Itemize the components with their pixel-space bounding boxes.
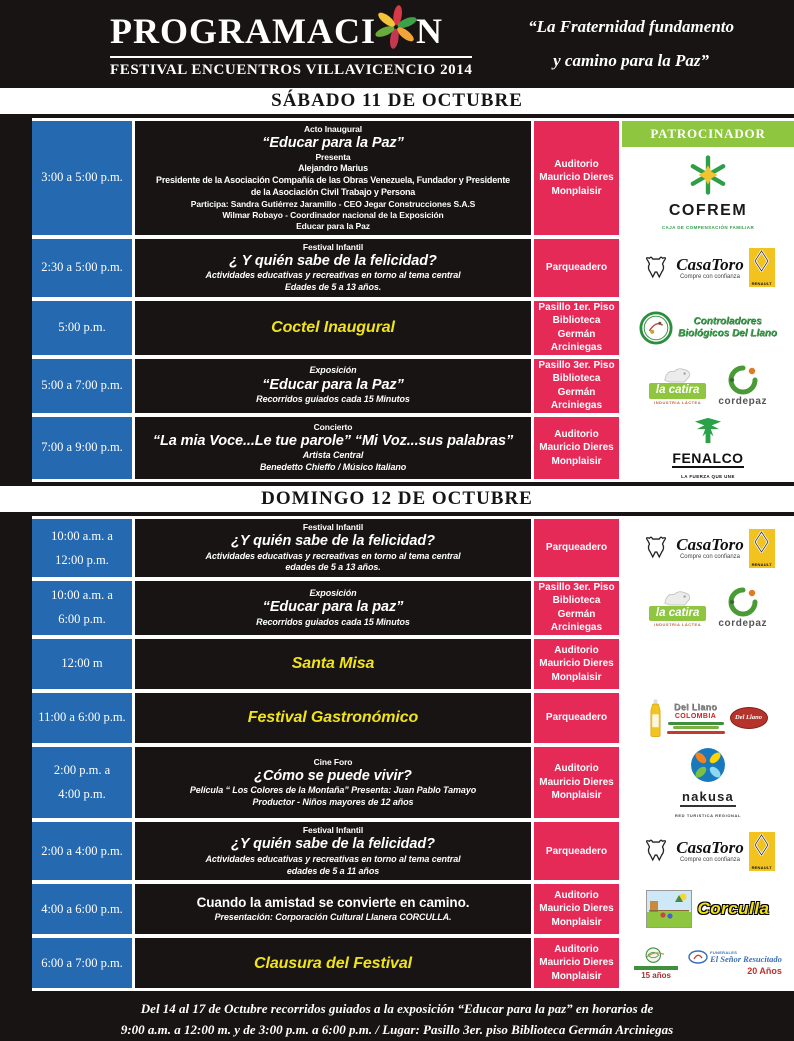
location-text: Arciniegas [550, 622, 603, 634]
event-text: Actividades educativas y recreativas en torno al tema central [205, 270, 461, 281]
cordepaz-wordmark: cordepaz [718, 395, 768, 407]
time-text: 11:00 a 6:00 p.m. [38, 710, 126, 725]
time-cell [32, 301, 132, 355]
poster-footer [0, 991, 794, 1041]
location-text: Monplaisir [551, 790, 602, 802]
time-text: 2:30 a 5:00 p.m. [41, 260, 123, 275]
time-text: 2:00 p.m. a [53, 763, 111, 778]
la-catira-tagline: INDUSTRIA LÁCTEA [654, 399, 702, 405]
renault-diamond-icon [754, 250, 769, 272]
patrocinador-header: PATROCINADOR [622, 121, 794, 147]
time-text: 12:00 p.m. [55, 552, 109, 567]
event-text: Benedetto Chieffo / Músico Italiano [259, 462, 407, 473]
event-text: Participa: Sandra Gutiérrez Jaramillo - CEO Jegar Construcciones S.A.S [190, 198, 476, 209]
location-text: Auditorio [554, 763, 599, 775]
event-cell [135, 581, 531, 635]
location-cell [534, 581, 619, 635]
event-text: Película “ Los Colores de la Montaña” Presenta: Juan Pablo Tamayo [189, 785, 477, 796]
event-text: Recorridos guiados cada 15 Minutos [256, 616, 410, 627]
decorative-text-bar [668, 722, 724, 725]
title-underline [110, 56, 472, 58]
location-text: Monplaisir [551, 185, 602, 197]
title-text-left: PROGRAMACI [110, 11, 376, 51]
location-text: Auditorio [554, 428, 599, 440]
event-text: Edades de 5 a 13 años. [284, 281, 382, 292]
cofrem-snowflake-icon [687, 154, 729, 196]
event-text: Recorridos guiados cada 15 Minutos [256, 394, 410, 405]
decorative-green-bar [634, 966, 678, 970]
time-cell [32, 121, 132, 235]
schedule-row [32, 301, 794, 355]
time-cell [32, 747, 132, 819]
nakusa-logo [675, 747, 741, 819]
controladores-biologicos-logo [639, 311, 777, 345]
sponsor-logo-area [622, 417, 794, 480]
event-cell [135, 359, 531, 413]
renault-diamond-icon [754, 834, 769, 856]
footer-note-line-2: 9:00 a.m. a 12:00 m. y de 3:00 p.m. a 6:00 p.m. / Lugar: Pasillo 3er. piso Biblioteca Germán Arciniegas [120, 1022, 674, 1038]
poster-header [0, 0, 794, 84]
event-text: Santa Misa [291, 655, 375, 673]
programacion-title [110, 9, 472, 53]
event-text: Festival Infantil [302, 241, 364, 252]
event-cell [135, 747, 531, 819]
sponsor-cell [622, 693, 794, 743]
renault-logo [749, 832, 775, 871]
quote-line-2: y camino para la Paz” [553, 51, 709, 70]
del-llano-wordmark: Del Llano [673, 701, 718, 712]
fenalco-tagline: LA FUERZA QUE UNE [681, 474, 735, 480]
footer-note-line-1: Del 14 al 17 de Octubre recorridos guiados a la exposición “Educar para la paz” en horarios de [140, 1001, 654, 1017]
nakusa-wordmark: nakusa [680, 789, 736, 807]
event-cell [135, 417, 531, 480]
sponsor-logo-area [622, 150, 794, 235]
event-text: Actividades educativas y recreativas en torno al tema central [205, 853, 461, 864]
time-text: 12:00 m [61, 656, 103, 671]
schedule-row [32, 884, 794, 934]
time-text: 7:00 a 9:00 p.m. [41, 440, 123, 455]
sponsor-logo-area [622, 639, 794, 689]
fenalco-wordmark: FENALCO [672, 450, 743, 468]
location-text: Parqueadero [545, 542, 608, 554]
corculla-wordmark: Corculla [697, 899, 770, 919]
time-cell [32, 693, 132, 743]
time-text: 10:00 a.m. a [51, 588, 113, 603]
time-text: 2:00 a 4:00 p.m. [41, 843, 123, 858]
location-cell [534, 938, 619, 988]
cordepaz-logo [718, 587, 767, 629]
cow-icon [661, 366, 695, 383]
time-cell [32, 938, 132, 988]
sponsor-cell [622, 639, 794, 689]
event-text: “Educar para la paz” [262, 599, 404, 616]
casatoro-wordmark: CasaToro [676, 535, 744, 554]
location-text: Monplaisir [551, 455, 602, 467]
sponsor-cell [622, 747, 794, 819]
funerales-oval-icon [688, 950, 708, 964]
sponsor-logo-area [622, 239, 794, 297]
casatoro-tagline: Compre con confianza [679, 554, 741, 560]
controladores-seal-icon [639, 311, 673, 345]
sponsor-cell [622, 822, 794, 880]
schedule-row [32, 417, 794, 480]
event-text: Alejandro Marius [298, 163, 368, 174]
location-text: Arciniegas [550, 400, 603, 411]
oil-bottle-icon [649, 698, 662, 738]
time-cell [32, 581, 132, 635]
location-cell [534, 301, 619, 355]
event-text: ¿Y quién sabe de la felicidad? [231, 533, 435, 550]
anniversary-logos [634, 947, 782, 980]
del-llano-colombia-text: COLOMBIA [674, 713, 717, 721]
sponsor-cell [622, 581, 794, 635]
casatoro-renault-logo [641, 248, 774, 287]
sponsor-cell [622, 301, 794, 355]
location-cell [534, 693, 619, 743]
cow-icon [661, 589, 695, 606]
cordepaz-ring-icon [728, 365, 758, 395]
casatoro-bull-icon [641, 838, 671, 864]
event-text: Festival Infantil [302, 522, 364, 533]
location-text: Mauricio Dieres [539, 903, 614, 915]
schedule-row [32, 639, 794, 689]
schedule-sections [0, 88, 794, 991]
time-cell [32, 417, 132, 480]
event-text: Actividades educativas y recreativas en torno al tema central [205, 550, 461, 561]
time-text: 5:00 a 7:00 p.m. [41, 378, 123, 392]
section-day-header: SÁBADO 11 DE OCTUBRE [0, 88, 794, 114]
location-text: Arciniegas [550, 342, 603, 353]
fifteen-years-text: 15 años [641, 970, 671, 980]
time-text: 4:00 a 6:00 p.m. [41, 901, 123, 916]
event-text: “La mia Voce...Le tue parole” “Mi Voz...sus palabras” [152, 432, 514, 449]
location-text: Mauricio Dieres [539, 658, 614, 670]
del-llano-badge-text: Del Llano [735, 714, 762, 722]
sponsor-logo-area [622, 822, 794, 880]
event-cell [135, 121, 531, 235]
section-day-header: DOMINGO 12 DE OCTUBRE [0, 486, 794, 512]
sponsor-logo-area [622, 693, 794, 743]
sponsor-cell [622, 519, 794, 577]
renault-logo [749, 529, 775, 568]
sponsor-cell [622, 121, 794, 235]
event-cell [135, 884, 531, 934]
casatoro-wordmark: CasaToro [676, 838, 744, 858]
event-text: Coctel Inaugural [271, 318, 395, 336]
time-text: 6:00 a 7:00 p.m. [41, 955, 123, 970]
renault-wordmark: RENAULT [751, 864, 772, 870]
event-text: Presentación: Corporación Cultural Llanera CORCULLA. [214, 912, 452, 923]
location-cell [534, 121, 619, 235]
quote-line-1: “La Fraternidad fundamento [528, 17, 734, 36]
casatoro-wordmark: CasaToro [676, 254, 744, 274]
sponsor-logo-area [622, 747, 794, 819]
location-text: Auditorio [554, 158, 599, 170]
location-text: Auditorio [554, 889, 599, 901]
time-cell [32, 639, 132, 689]
casatoro-bull-icon [641, 535, 671, 561]
event-text: Educar para la Paz [296, 220, 370, 231]
event-cell [135, 639, 531, 689]
schedule-table [32, 516, 794, 991]
sponsor-logo-area [622, 938, 794, 988]
event-text: ¿ Y quién sabe de la felicidad? [229, 252, 437, 269]
casatoro-tagline: Compre con confianza [679, 857, 741, 864]
event-text: Festival Infantil [302, 825, 364, 836]
cordepaz-logo [718, 365, 767, 407]
event-text: Acto Inaugural [303, 124, 363, 134]
event-text: Cine Foro [313, 756, 353, 767]
nakusa-tagline: RED TURISTICA REGIONAL [674, 813, 742, 819]
sponsor-logo-area [622, 519, 794, 577]
renault-wordmark: RENAULT [751, 561, 772, 567]
casatoro-renault-logo [641, 529, 774, 568]
sponsor-cell [622, 359, 794, 413]
decorative-text-bar [673, 726, 719, 729]
schedule-row [32, 747, 794, 819]
funerales-title: FUNERALES [710, 950, 738, 956]
fenalco-logo [672, 417, 743, 480]
location-text: Parqueadero [545, 261, 608, 273]
time-cell [32, 519, 132, 577]
event-cell [135, 239, 531, 297]
la-catira-wordmark: la catira [649, 606, 706, 622]
casatoro-renault-logo [641, 832, 774, 871]
location-text: Auditorio [554, 943, 599, 955]
location-text: Pasillo 3er. Piso [538, 359, 615, 371]
location-text: Biblioteca Germán [552, 595, 601, 620]
sponsor-cell [622, 417, 794, 480]
event-cell [135, 938, 531, 988]
renault-diamond-icon [754, 531, 769, 553]
fraternity-quote [528, 10, 760, 78]
event-text: “Educar para la Paz” [262, 135, 404, 152]
event-text: Wilmar Robayo - Coordinador nacional de la Exposición [222, 209, 444, 220]
time-text: 5:00 p.m. [58, 320, 106, 334]
event-text: Exposición [309, 365, 357, 376]
schedule-row [32, 938, 794, 988]
casatoro-tagline: Compre con confianza [679, 273, 741, 280]
sponsor-cell [622, 884, 794, 934]
location-text: Mauricio Dieres [539, 776, 614, 788]
aniversario-15-logo [634, 947, 678, 980]
globe-script-icon [643, 947, 669, 965]
event-text: de la Asociación Civil Trabajo y Persona [250, 186, 416, 197]
title-block [110, 9, 472, 79]
casatoro-bull-icon [641, 255, 671, 281]
event-text: ¿Cómo se puede vivir? [254, 767, 412, 784]
sponsor-cell [622, 239, 794, 297]
funerales-wordmark: El Señor Resucitado [710, 954, 782, 965]
location-cell [534, 639, 619, 689]
time-cell [32, 822, 132, 880]
event-text: Clausura del Festival [254, 954, 412, 972]
renault-wordmark: RENAULT [751, 281, 772, 287]
location-text: Parqueadero [545, 845, 608, 857]
event-text: Concierto [313, 421, 353, 432]
cordepaz-ring-icon [728, 587, 758, 617]
schedule-row [32, 519, 794, 577]
controladores-line2: Biológicos Del Llano [678, 327, 777, 339]
schedule-row [32, 121, 794, 235]
schedule-row [32, 693, 794, 743]
location-text: Pasillo 1er. Piso [538, 301, 615, 313]
time-text: 4:00 p.m. [58, 787, 106, 802]
event-text: Productor - Niños mayores de 12 años [252, 796, 414, 807]
controladores-line1: Controladores [693, 315, 762, 327]
location-text: Pasillo 3er. Piso [538, 581, 615, 593]
event-cell [135, 519, 531, 577]
la-catira-logo [649, 366, 706, 405]
time-cell [32, 359, 132, 413]
event-text: Presenta [315, 152, 351, 163]
location-text: Mauricio Dieres [539, 957, 614, 969]
location-cell [534, 239, 619, 297]
event-cell [135, 693, 531, 743]
event-text: “Educar para la Paz” [262, 376, 404, 393]
location-cell [534, 519, 619, 577]
cofrem-wordmark: COFREM [668, 202, 748, 220]
sponsor-logo-area [622, 301, 794, 355]
location-text: Biblioteca Germán [552, 315, 601, 340]
cofrem-tagline: CAJA DE COMPENSACIÓN FAMILIAR [661, 225, 755, 231]
time-text: 6:00 p.m. [58, 612, 106, 627]
location-text: Monplaisir [551, 970, 602, 982]
location-cell [534, 747, 619, 819]
location-text: Auditorio [554, 644, 599, 656]
event-text: Festival Gastronómico [247, 709, 419, 727]
event-cell [135, 301, 531, 355]
event-text: ¿Y quién sabe de la felicidad? [231, 836, 435, 853]
schedule-row [32, 581, 794, 635]
time-text: 3:00 a 5:00 p.m. [41, 170, 123, 185]
time-cell [32, 239, 132, 297]
sponsor-logo-area [622, 581, 794, 635]
location-text: Monplaisir [551, 671, 602, 683]
sponsor-logo-area [622, 359, 794, 413]
del-llano-badge [730, 707, 768, 729]
schedule-row [32, 359, 794, 413]
renault-logo [749, 248, 775, 287]
twenty-years-text: 20 Años [747, 966, 782, 977]
cordepaz-wordmark: cordepaz [718, 617, 768, 629]
festival-subtitle: FESTIVAL ENCUENTROS VILLAVICENCIO 2014 [110, 62, 473, 78]
schedule-row [32, 239, 794, 297]
corculla-logo [646, 890, 769, 928]
location-cell [534, 359, 619, 413]
catira-cordepaz-logos [649, 587, 767, 629]
la-catira-tagline: INDUSTRIA LÁCTEA [654, 622, 702, 628]
nakusa-circle-icon [690, 747, 726, 783]
time-text: 10:00 a.m. a [51, 528, 113, 543]
event-text: Exposición [309, 587, 357, 598]
la-catira-logo [649, 589, 706, 628]
location-text: Biblioteca Germán [552, 373, 601, 398]
location-cell [534, 417, 619, 480]
corculla-scene-icon [646, 890, 692, 928]
event-text: Cuando la amistad se convierte en camino. [196, 895, 470, 911]
location-text: Mauricio Dieres [539, 442, 614, 454]
schedule-table [32, 118, 794, 482]
fenalco-eagle-icon [689, 417, 727, 445]
sponsor-cell [622, 938, 794, 988]
location-text: Parqueadero [545, 712, 608, 724]
sponsor-logo-area [622, 884, 794, 934]
location-cell [534, 884, 619, 934]
event-text: edades de 5 a 13 años. [285, 562, 381, 573]
del-llano-logo [649, 698, 768, 738]
pinwheel-flower-icon [374, 5, 418, 49]
la-catira-wordmark: la catira [649, 383, 706, 399]
catira-cordepaz-logos [649, 365, 767, 407]
decorative-text-bar [667, 731, 725, 734]
event-text: edades de 5 a 11 años [286, 865, 380, 876]
location-text: Mauricio Dieres [539, 172, 614, 184]
time-cell [32, 884, 132, 934]
schedule-row [32, 822, 794, 880]
location-text: Monplaisir [551, 916, 602, 928]
funerales-logo [688, 950, 782, 976]
event-text: Artista Central [302, 450, 364, 461]
title-text-right: N [415, 11, 443, 51]
event-text: Presidente de la Asociación Compañía de las Obras Venezuela, Fundador y Presidente [156, 175, 510, 186]
location-cell [534, 822, 619, 880]
cofrem-logo [662, 154, 754, 230]
event-cell [135, 822, 531, 880]
